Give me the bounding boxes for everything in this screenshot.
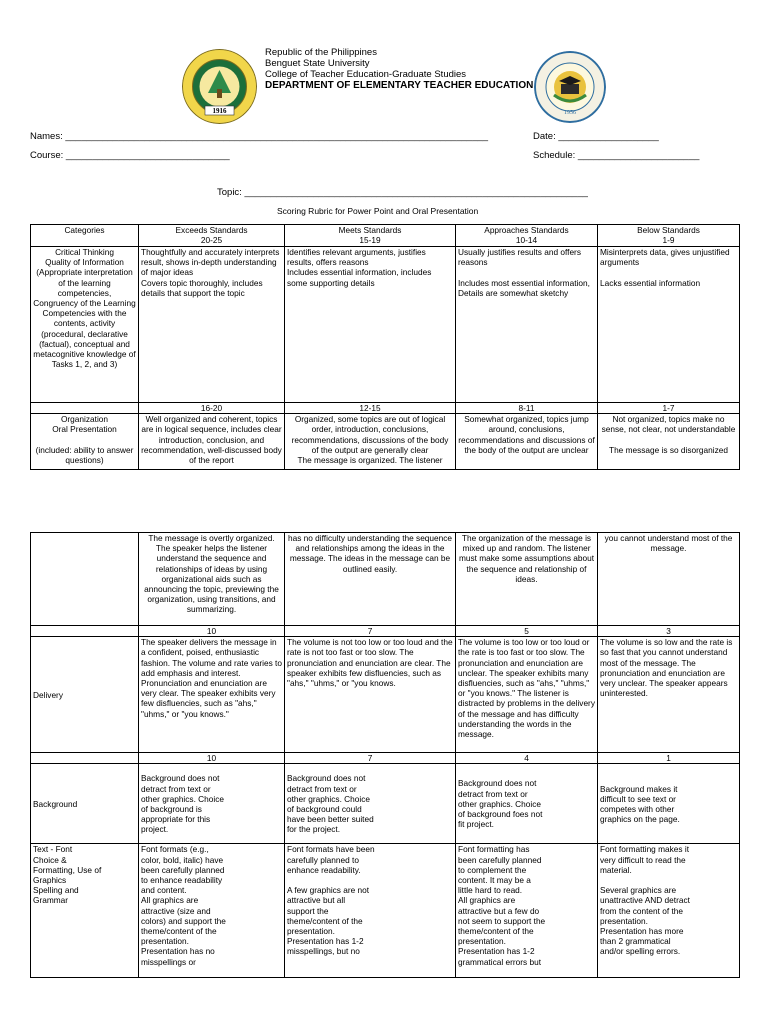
cell-exceeds: Background does not detract from text or other graphics. Choice of background is appropriate for this project. [139, 764, 285, 844]
category-empty [31, 533, 139, 626]
score-cell [31, 626, 139, 637]
score-row [31, 403, 740, 414]
cell-below: you cannot understand most of the message. [598, 533, 740, 626]
category-critical-thinking: Critical Thinking Quality of Information (Appropriate interpretation of the learning competencies, Congruency of the Learning Competencies with the contents, activity (procedural, declarative (factual), conceptual and metacognitive knowledge of Tasks 1, 2, and 3) [31, 247, 139, 403]
background-row [31, 764, 740, 844]
cell-exceeds: The speaker delivers the message in a confident, poised, enthusiastic fashion. The volume and rate varies to add emphasis and interest. Pronunciation and enunciation are very clear. The speaker exhibits very few disfluencies, such as "ahs," "uhms," or "you knows." [139, 637, 285, 753]
cell-approaches: Font formatting has been carefully planned to complement the content. It may be a little hard to read. All graphics are attractive but a few do not seem to support the theme/content of the presentation. Presentation has 1-2 grammatical errors but [456, 844, 598, 978]
category-organization: Organization Oral Presentation (included: ability to answer questions) [31, 414, 139, 470]
cell-below: Misinterprets data, gives unjustified arguments Lacks essential information [598, 247, 740, 403]
score-cell [31, 403, 139, 414]
cell-approaches: The organization of the message is mixed up and random. The listener must make some assumptions about the sequence and relationship of ideas. [456, 533, 598, 626]
score-cell: 1-7 [598, 403, 740, 414]
right-seal-year: 1956 [564, 110, 576, 116]
letterhead [265, 47, 533, 91]
cell-exceeds: Well organized and coherent, topics are in logical sequence, includes clear introduction, conclusion, and recommendation, well-discussed body of the report [139, 414, 285, 470]
rubric-caption: Scoring Rubric for Power Point and Oral Presentation [277, 206, 479, 216]
score-cell: 10 [139, 626, 285, 637]
critical-thinking-row [31, 247, 740, 403]
score-row [31, 753, 740, 764]
organization-continued-row [31, 533, 740, 626]
names-field[interactable]: Names: ________________________________________________________________________________ [30, 131, 489, 142]
schedule-field[interactable]: Schedule: _______________________ [533, 150, 700, 161]
cell-approaches: Somewhat organized, topics jump around, conclusions, recommendations and discussions of the body of the output are unclear [456, 414, 598, 470]
college-line: College of Teacher Education-Graduate Studies [265, 69, 467, 80]
score-cell: 10 [139, 753, 285, 764]
score-cell: 7 [285, 753, 456, 764]
university-seal-logo [182, 49, 257, 124]
left-seal-year: 1916 [212, 107, 227, 115]
cell-below: Background makes it difficult to see text or competes with other graphics on the page. [598, 764, 740, 844]
col-header-below: Below Standards 1-9 [598, 225, 740, 247]
cell-meets: Organized, some topics are out of logical order, introduction, conclusions, recommendations, discussions of the body of the output are generally clear The message is organized. The listener [285, 414, 456, 470]
col-header-exceeds: Exceeds Standards 20-25 [139, 225, 285, 247]
cell-exceeds: Thoughtfully and accurately interprets result, shows in-depth understanding of major ideas Covers topic thoroughly, includes details that support the topic [139, 247, 285, 403]
cell-meets: Identifies relevant arguments, justifies results, offers reasons Includes essential information, includes some supporting details [285, 247, 456, 403]
cell-approaches: Background does not detract from text or other graphics. Choice of background foes not fit project. [456, 764, 598, 844]
col-header-meets: Meets Standards 15-19 [285, 225, 456, 247]
university-line: Benguet State University [265, 58, 370, 69]
cell-meets: Font formats have been carefully planned to enhance readability. A few graphics are not attractive but all support the theme/content of the presentation. Presentation has 1-2 misspellings, but no [285, 844, 456, 978]
cell-approaches: Usually justifies results and offers reasons Includes most essential information, Details are somewhat sketchy [456, 247, 598, 403]
score-cell: 16-20 [139, 403, 285, 414]
topic-field[interactable]: Topic: _________________________________________________________________ [217, 187, 588, 198]
score-cell: 8-11 [456, 403, 598, 414]
delivery-row [31, 637, 740, 753]
text-font-row [31, 844, 740, 978]
score-cell: 5 [456, 626, 598, 637]
score-cell: 7 [285, 626, 456, 637]
col-header-approaches: Approaches Standards 10-14 [456, 225, 598, 247]
college-seal-logo [534, 51, 606, 123]
cell-exceeds: Font formats (e.g., color, bold, italic) have been carefully planned to enhance readability and content. All graphics are attractive (size and colors) and support the theme/content of the presentation. Presentation has no misspellings or [139, 844, 285, 978]
cell-exceeds: The message is overtly organized. The speaker helps the listener understand the sequence and relationships of ideas by using organizational aids such as announcing the topic, previewing the organization, using transitions, and summarizing. [139, 533, 285, 626]
header-row [31, 225, 740, 247]
score-cell: 12-15 [285, 403, 456, 414]
category-background: Background [31, 764, 139, 844]
col-header-categories: Categories [31, 225, 139, 247]
republic-line: Republic of the Philippines [265, 47, 377, 58]
rubric-table-part2 [30, 532, 740, 978]
department-title: DEPARTMENT OF ELEMENTARY TEACHER EDUCATION [265, 80, 534, 91]
cell-meets: has no difficulty understanding the sequence and relationships among the ideas in the message. The ideas in the message can be outlined easily. [285, 533, 456, 626]
cell-below: The volume is so low and the rate is so fast that you cannot understand most of the message. The pronunciation and enunciation are very unclear. The speaker appears uninterested. [598, 637, 740, 753]
cell-approaches: The volume is too low or too loud or the rate is too fast or too slow. The pronunciation and enunciation are unclear. The speaker exhibits many disfluencies, such as "ahs," "uhms," or "you knows." The listener is distracted by problems in the delivery of the message and has difficulty understanding the words in the message. [456, 637, 598, 753]
score-cell: 1 [598, 753, 740, 764]
score-cell: 3 [598, 626, 740, 637]
date-field[interactable]: Date: ___________________ [533, 131, 659, 142]
course-field[interactable]: Course: _______________________________ [30, 150, 230, 161]
cell-meets: Background does not detract from text or other graphics. Choice of background could have been better suited for the project. [285, 764, 456, 844]
score-row [31, 626, 740, 637]
rubric-table-part1 [30, 224, 740, 470]
cell-meets: The volume is not too low or too loud and the rate is not too fast or too slow. The pronunciation and enunciation are clear. The speaker exhibits few disfluencies, such as "ahs," "uhms," or "you knows. [285, 637, 456, 753]
cell-below: Font formatting makes it very difficult to read the material. Several graphics are unattractive AND detract from the content of the presentation. Presentation has more than 2 grammatical and/or spelling errors. [598, 844, 740, 978]
category-text-font: Text - Font Choice & Formatting, Use of Graphics Spelling and Grammar [31, 844, 139, 978]
score-cell: 4 [456, 753, 598, 764]
category-delivery: Delivery [31, 637, 139, 753]
score-cell [31, 753, 139, 764]
organization-row [31, 414, 740, 470]
cell-below: Not organized, topics make no sense, not clear, not understandable The message is so disorganized [598, 414, 740, 470]
